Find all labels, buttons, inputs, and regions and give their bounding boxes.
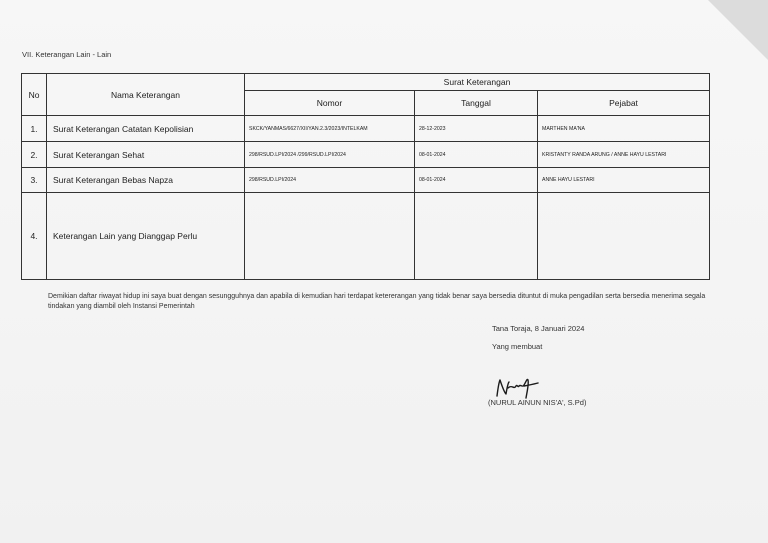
row-tanggal [415,193,538,280]
table-row [22,116,710,142]
table-row [22,193,710,280]
row-number: 2. [22,142,47,168]
row-nomor [245,193,415,280]
row-number: 4. [22,193,47,280]
maker-label: Yang membuat [492,342,543,351]
row-nama-keterangan: Surat Keterangan Bebas Napza [47,168,245,193]
row-number: 3. [22,168,47,193]
row-nomor: SKCK/YANMAS/6627/XII/YAN.2.3/2023/INTELKAM [245,116,415,142]
row-nama-keterangan: Surat Keterangan Sehat [47,142,245,168]
row-pejabat: ANNE HAYU LESTARI [538,168,710,193]
row-tanggal: 28-12-2023 [415,116,538,142]
table-row [22,142,710,168]
table-row [22,168,710,193]
signer-name: (NURUL AINUN NIS'A', S.Pd) [488,398,587,407]
section-title: VII. Keterangan Lain - Lain [22,50,112,59]
keterangan-table [21,73,710,280]
row-tanggal: 08-01-2024 [415,142,538,168]
row-pejabat: MARTHEN MA'NA [538,116,710,142]
row-tanggal: 08-01-2024 [415,168,538,193]
row-pejabat [538,193,710,280]
row-pejabat: KRISTANTY RANDA ARUNG / ANNE HAYU LESTARI [538,142,710,168]
declaration-statement: Demikian daftar riwayat hidup ini saya buat dengan sesungguhnya dan apabila di kemudian hari terdapat ketererangan yang tidak benar saya bersedia dituntut di muka pengadilan serta bersedia menerima segala tindakan yang diambil oleh Instansi Pemerintah [48,293,706,310]
header-no: No [22,74,47,116]
place-and-date: Tana Toraja, 8 Januari 2024 [492,324,585,333]
row-nomor: 298/RSUD.LPI/2024 /299/RSUD.LPI/2024 [245,142,415,168]
row-number: 1. [22,116,47,142]
header-surat-keterangan: Surat Keterangan [245,74,710,91]
row-nomor: 298/RSUD.LPI/2024 [245,168,415,193]
header-tanggal: Tanggal [415,91,538,116]
header-pejabat: Pejabat [538,91,710,116]
page-corner-fold [708,0,768,60]
header-nomor: Nomor [245,91,415,116]
row-nama-keterangan: Keterangan Lain yang Dianggap Perlu [47,193,245,280]
row-nama-keterangan: Surat Keterangan Catatan Kepolisian [47,116,245,142]
header-nama-keterangan: Nama Keterangan [47,74,245,116]
